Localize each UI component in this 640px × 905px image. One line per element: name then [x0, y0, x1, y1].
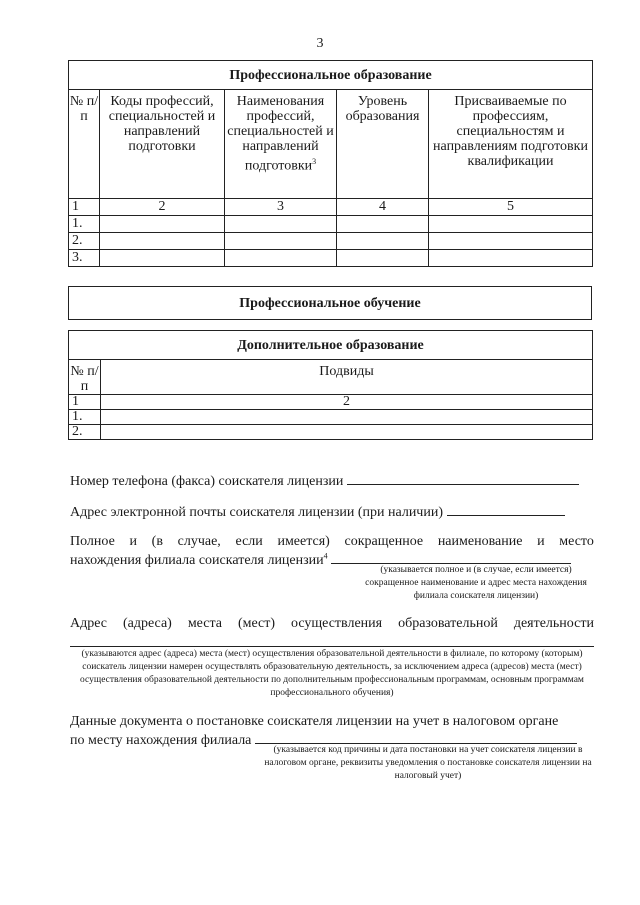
word: и: [537, 534, 545, 549]
branch-input-line[interactable]: [331, 551, 571, 564]
additional-education-title: Дополнительное образование: [69, 331, 593, 360]
email-label: Адрес электронной почты соискателя лицензии (при наличии): [70, 505, 443, 520]
table-row: [69, 233, 593, 250]
word: Полное: [70, 534, 115, 549]
word: наименование: [437, 534, 523, 549]
tax-input-line[interactable]: [255, 731, 577, 744]
table-cell[interactable]: [337, 250, 429, 267]
table-row: [69, 410, 593, 425]
word: случае,: [177, 534, 221, 549]
word: (адреса): [123, 616, 172, 631]
index-cell: 1: [69, 395, 101, 410]
table-cell[interactable]: [225, 233, 337, 250]
email-field: [70, 503, 565, 521]
index-cell: 3: [225, 199, 337, 216]
row-number: 2.: [69, 233, 100, 250]
table-cell[interactable]: [101, 425, 593, 440]
address-input-line[interactable]: [70, 646, 594, 647]
prof-education-table: [68, 60, 593, 267]
table-cell[interactable]: [429, 216, 593, 233]
word: образовательной: [398, 616, 498, 631]
table-cell[interactable]: [225, 216, 337, 233]
header-number: № п/п: [69, 360, 101, 395]
prof-education-title: Профессиональное образование: [69, 61, 593, 90]
page-number: 3: [316, 36, 324, 51]
index-cell: 5: [429, 199, 593, 216]
table-row: [69, 216, 593, 233]
table-cell[interactable]: [101, 410, 593, 425]
row-number: 1.: [69, 216, 100, 233]
email-input-line[interactable]: [447, 503, 565, 516]
branch-label: нахождения филиала соискателя лицензии: [70, 553, 324, 568]
phone-field: [70, 472, 579, 490]
table-cell[interactable]: [225, 250, 337, 267]
table-cell[interactable]: [100, 250, 225, 267]
prof-training-table: [68, 286, 592, 320]
table-row: [69, 250, 593, 267]
row-number: 1.: [69, 410, 101, 425]
phone-input-line[interactable]: [347, 472, 579, 485]
word: если: [235, 534, 263, 549]
table-cell[interactable]: [429, 233, 593, 250]
header-number: № п/п: [69, 90, 100, 199]
row-number: 3.: [69, 250, 100, 267]
word: осуществления: [291, 616, 383, 631]
word: деятельности: [513, 616, 594, 631]
table-cell[interactable]: [337, 216, 429, 233]
header-qualifications: Присваиваемые по профессиям, специальностям и направлениям подготовки квалификации: [429, 90, 593, 199]
index-cell: 2: [101, 395, 593, 410]
table-cell[interactable]: [100, 216, 225, 233]
word: и: [129, 534, 137, 549]
word: места: [187, 616, 222, 631]
prof-training-title: Профессиональное обучение: [69, 287, 592, 320]
address-note: (указываются адрес (адреса) места (мест) осуществления образовательной деятельности в филиале, по которому (которым) соискатель лицензии намерен осуществлять образовательную деятельность, за исключением адреса (адресов) места (мест) осуществления образовательной деятельности по дополнительным профессиональным программам, основным программам профессионального обучения): [80, 649, 584, 698]
tax-label-2: по месту нахождения филиала: [70, 733, 252, 748]
tax-label-1: Данные документа о постановке соискателя лицензии на учет в налоговом органе: [70, 714, 559, 729]
word: (в: [151, 534, 163, 549]
header-subtypes: Подвиды: [101, 360, 593, 395]
word: место: [559, 534, 594, 549]
index-cell: 2: [100, 199, 225, 216]
address-line: [70, 616, 594, 632]
word: сокращенное: [344, 534, 424, 549]
word: имеется): [277, 534, 330, 549]
index-cell: 4: [337, 199, 429, 216]
word: (мест): [237, 616, 276, 631]
phone-label: Номер телефона (факса) соискателя лицензии: [70, 474, 344, 489]
additional-education-table: [68, 330, 593, 440]
table-cell[interactable]: [100, 233, 225, 250]
header-codes: Коды профессий, специальностей и направлений подготовки: [100, 90, 225, 199]
table-row: [69, 425, 593, 440]
row-number: 2.: [69, 425, 101, 440]
tax-note: (указывается код причины и дата постановки на учет соискателя лицензии в налоговом органе, реквизиты уведомления о постановке соискателя лицензии на налоговый учет): [264, 745, 592, 781]
table-cell[interactable]: [429, 250, 593, 267]
branch-line: [70, 534, 594, 550]
header-level: Уровень образования: [337, 90, 429, 199]
header-names: Наименования профессий, специальностей и направлений подготовки$^3$: [225, 90, 337, 199]
index-cell: 1: [69, 199, 100, 216]
branch-field: нахождения филиала соискателя лицензии$^4$: [70, 551, 571, 569]
branch-note: (указывается полное и (в случае, если имеется) сокращенное наименование и адрес места нахождения филиала соискателя лицензии): [365, 565, 587, 601]
table-cell[interactable]: [337, 233, 429, 250]
word: Адрес: [70, 616, 108, 631]
